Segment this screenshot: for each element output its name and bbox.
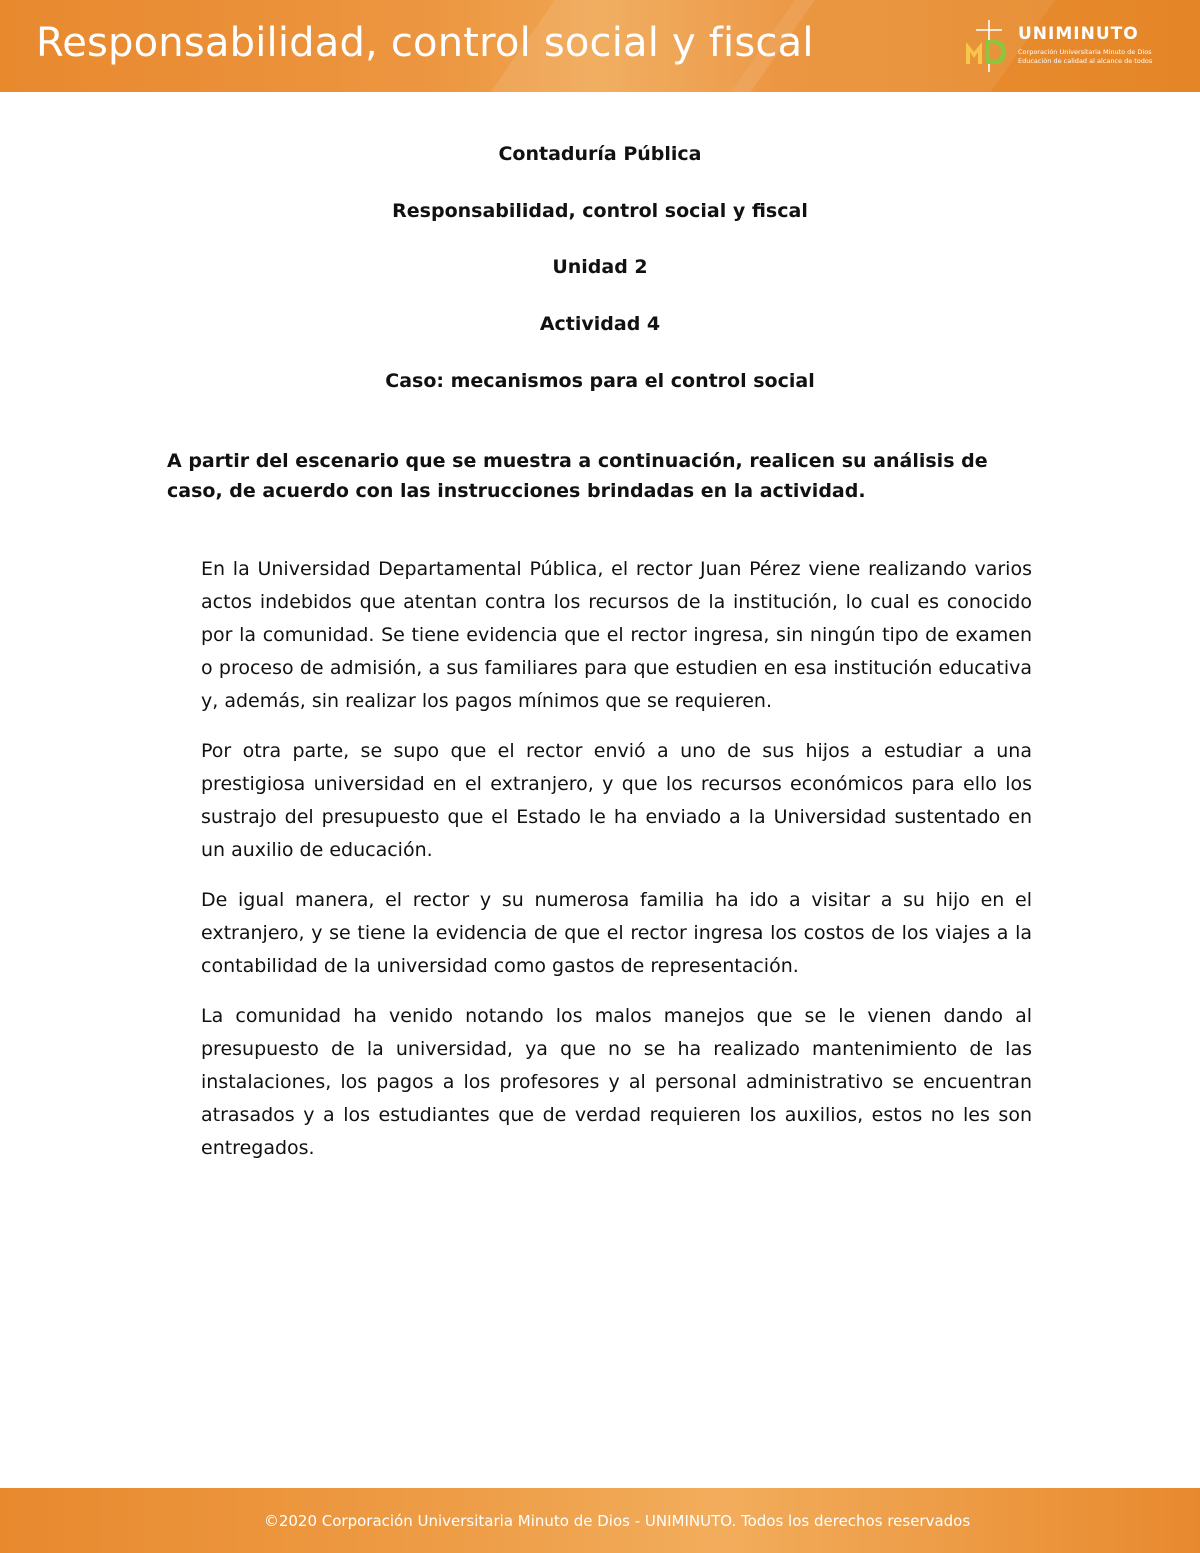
activity-label: Actividad 4 (539, 313, 661, 335)
uniminuto-logo-mark-icon (962, 18, 1012, 74)
instruction-text: A partir del escenario que se muestra a continuación, realicen su análisis de caso, de acuerdo con las instrucciones brindadas en la actividad. (167, 450, 988, 502)
header-title: Responsabilidad, control social y fiscal (36, 20, 814, 66)
case-title: Caso: mecanismos para el control social (385, 370, 815, 392)
program-name: Contaduría Pública (498, 143, 702, 165)
case-body (201, 553, 1032, 1182)
case-paragraph: Por otra parte, se supo que el rector envió a uno de sus hijos a estudiar a una prestigiosa universidad en el extranjero, y que los recursos económicos para ello los sustrajo del presupuesto que el Estado le ha enviado a la Universidad sustentado en un auxilio de educación. (201, 740, 1032, 861)
case-paragraph: En la Universidad Departamental Pública, el rector Juan Pérez viene realizando varios actos indebidos que atentan contra los recursos de la institución, lo cual es conocido por la comunidad. Se tiene evidencia que el rector ingresa, sin ningún tipo de examen o proceso de admisión, a sus familiares para que estudien en esa institución educativa y, además, sin realizar los pagos mínimos que se requieren. (201, 558, 1032, 712)
logo-name: UNIMINUTO (1018, 24, 1139, 44)
case-paragraph: La comunidad ha venido notando los malos manejos que se le vienen dando al presupuesto de la universidad, ya que no se ha realizado mantenimiento de las instalaciones, los pagos a los profesores y al personal administrativo se encuentran atrasados y a los estudiantes que de verdad requieren los auxilios, estos no les son entregados. (201, 1005, 1032, 1159)
footer-copyright: ©2020 Corporación Universitaria Minuto de Dios - UNIMINUTO. Todos los derechos reservados (263, 1512, 971, 1530)
course-name: Responsabilidad, control social y fiscal (392, 200, 808, 222)
logo-tagline-1: Corporación Universitaria Minuto de Dios (1018, 48, 1152, 56)
header-band (0, 0, 1200, 92)
logo-tagline-2: Educación de calidad al alcance de todos (1018, 57, 1153, 65)
uniminuto-logo (962, 18, 1172, 76)
unit-label: Unidad 2 (552, 256, 648, 278)
case-paragraph: De igual manera, el rector y su numerosa familia ha ido a visitar a su hijo en el extranjero, y se tiene la evidencia de que el rector ingresa los costos de los viajes a la contabilidad de la universidad como gastos de representación. (201, 889, 1032, 977)
